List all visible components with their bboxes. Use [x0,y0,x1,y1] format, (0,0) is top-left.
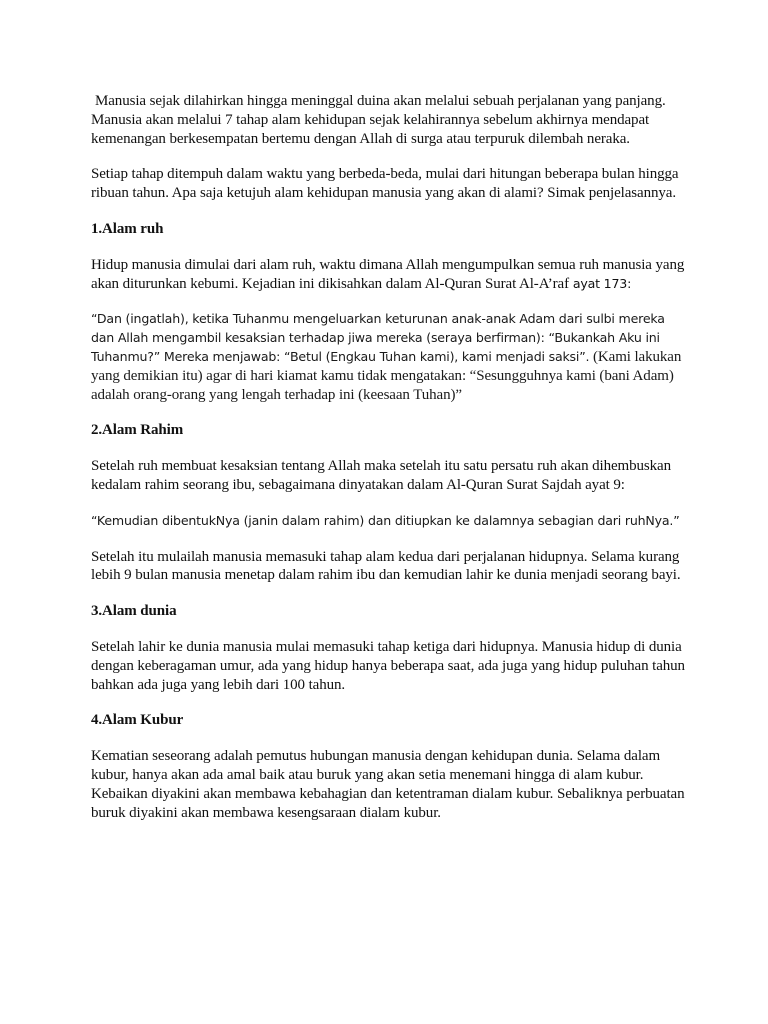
alam-ruh-quote [91,310,691,404]
alam-ruh-verse-ref: ayat 173: [569,275,632,291]
intro-paragraph-1: Manusia sejak dilahirkan hingga meninggal duina akan melalui sebuah perjalanan yang panjang. Manusia akan melalui 7 tahap alam kehidupan sejak kelahirannya sebelum akhirnya mendapat kemenangan berkesempatan bertemu dengan Allah di surga atau terpuruk dilembah neraka. [91,93,666,147]
alam-kubur-paragraph: Kematian seseorang adalah pemutus hubungan manusia dengan kehidupan dunia. Selama dalam kubur, hanya akan ada amal baik atau buruk yang akan setia menemani hingga di alam kubur. Kebaikan diyakini akan membawa kebahagian dan ketentraman dialam kubur. Sebaliknya perbuatan buruk diyakini akan membawa kesengsaraan dialam kubur. [91,748,685,821]
alam-ruh-quote-part-1: “Dan (ingatlah), ketika Tuhanmu mengeluarkan keturunan anak-anak Adam dari sulbi mereka dan Allah mengambil kesaksian terhadap jiwa mereka (seraya berfirman): “Bukankah Aku ini Tuhanmu?” Mereka menjawab: “Betul (Engkau Tuhan kami), kami menjadi saksi”. [91,311,665,364]
section-heading-alam-ruh: 1.Alam ruh [91,220,164,237]
alam-rahim-quote: “Kemudian dibentukNya (janin dalam rahim) dan ditiupkan ke dalamnya sebagian dari ruhNya.” [91,512,680,528]
alam-dunia-paragraph: Setelah lahir ke dunia manusia mulai memasuki tahap ketiga dari hidupnya. Manusia hidup di dunia dengan keberagaman umur, ada yang hidup hanya beberapa saat, ada juga yang hidup puluhan tahun bahkan ada juga yang lebih dari 100 tahun. [91,638,685,693]
section-heading-alam-rahim: 2.Alam Rahim [91,422,184,439]
alam-ruh-quote-part-2: (Kami lakukan yang demikian itu) agar di hari kiamat kamu tidak mengatakan: “Sesungguhnya kami (bani Adam) adalah orang-orang yang lengah terhadap ini (keesaan Tuhan)” [91,348,682,403]
alam-ruh-paragraph-text: Hidup manusia dimulai dari alam ruh, waktu dimana Allah mengumpulkan semua ruh manusia yang akan diturunkan kebumi. Kejadian ini dikisahkan dalam Al-Quran Surat Al-A’raf [91,256,685,292]
section-heading-alam-kubur: 4.Alam Kubur [91,712,184,729]
document-body [91,92,691,839]
alam-ruh-paragraph [91,256,691,294]
intro-paragraph-2: Setiap tahap ditempuh dalam waktu yang berbeda-beda, mulai dari hitungan beberapa bulan hingga ribuan tahun. Apa saja ketujuh alam kehidupan manusia yang akan di alami? Simak penjelasannya. [91,166,679,202]
section-heading-alam-dunia: 3.Alam dunia [91,603,177,620]
alam-rahim-paragraph-2: Setelah itu mulailah manusia memasuki tahap alam kedua dari perjalanan hidupnya. Selama kurang lebih 9 bulan manusia menetap dalam rahim ibu dan kemudian lahir ke dunia menjadi seorang bayi. [91,548,681,584]
alam-rahim-paragraph-1: Setelah ruh membuat kesaksian tentang Allah maka setelah itu satu persatu ruh akan dihembuskan kedalam rahim seorang ibu, sebagaimana dinyatakan dalam Al-Quran Surat Sajdah ayat 9: [91,458,672,493]
